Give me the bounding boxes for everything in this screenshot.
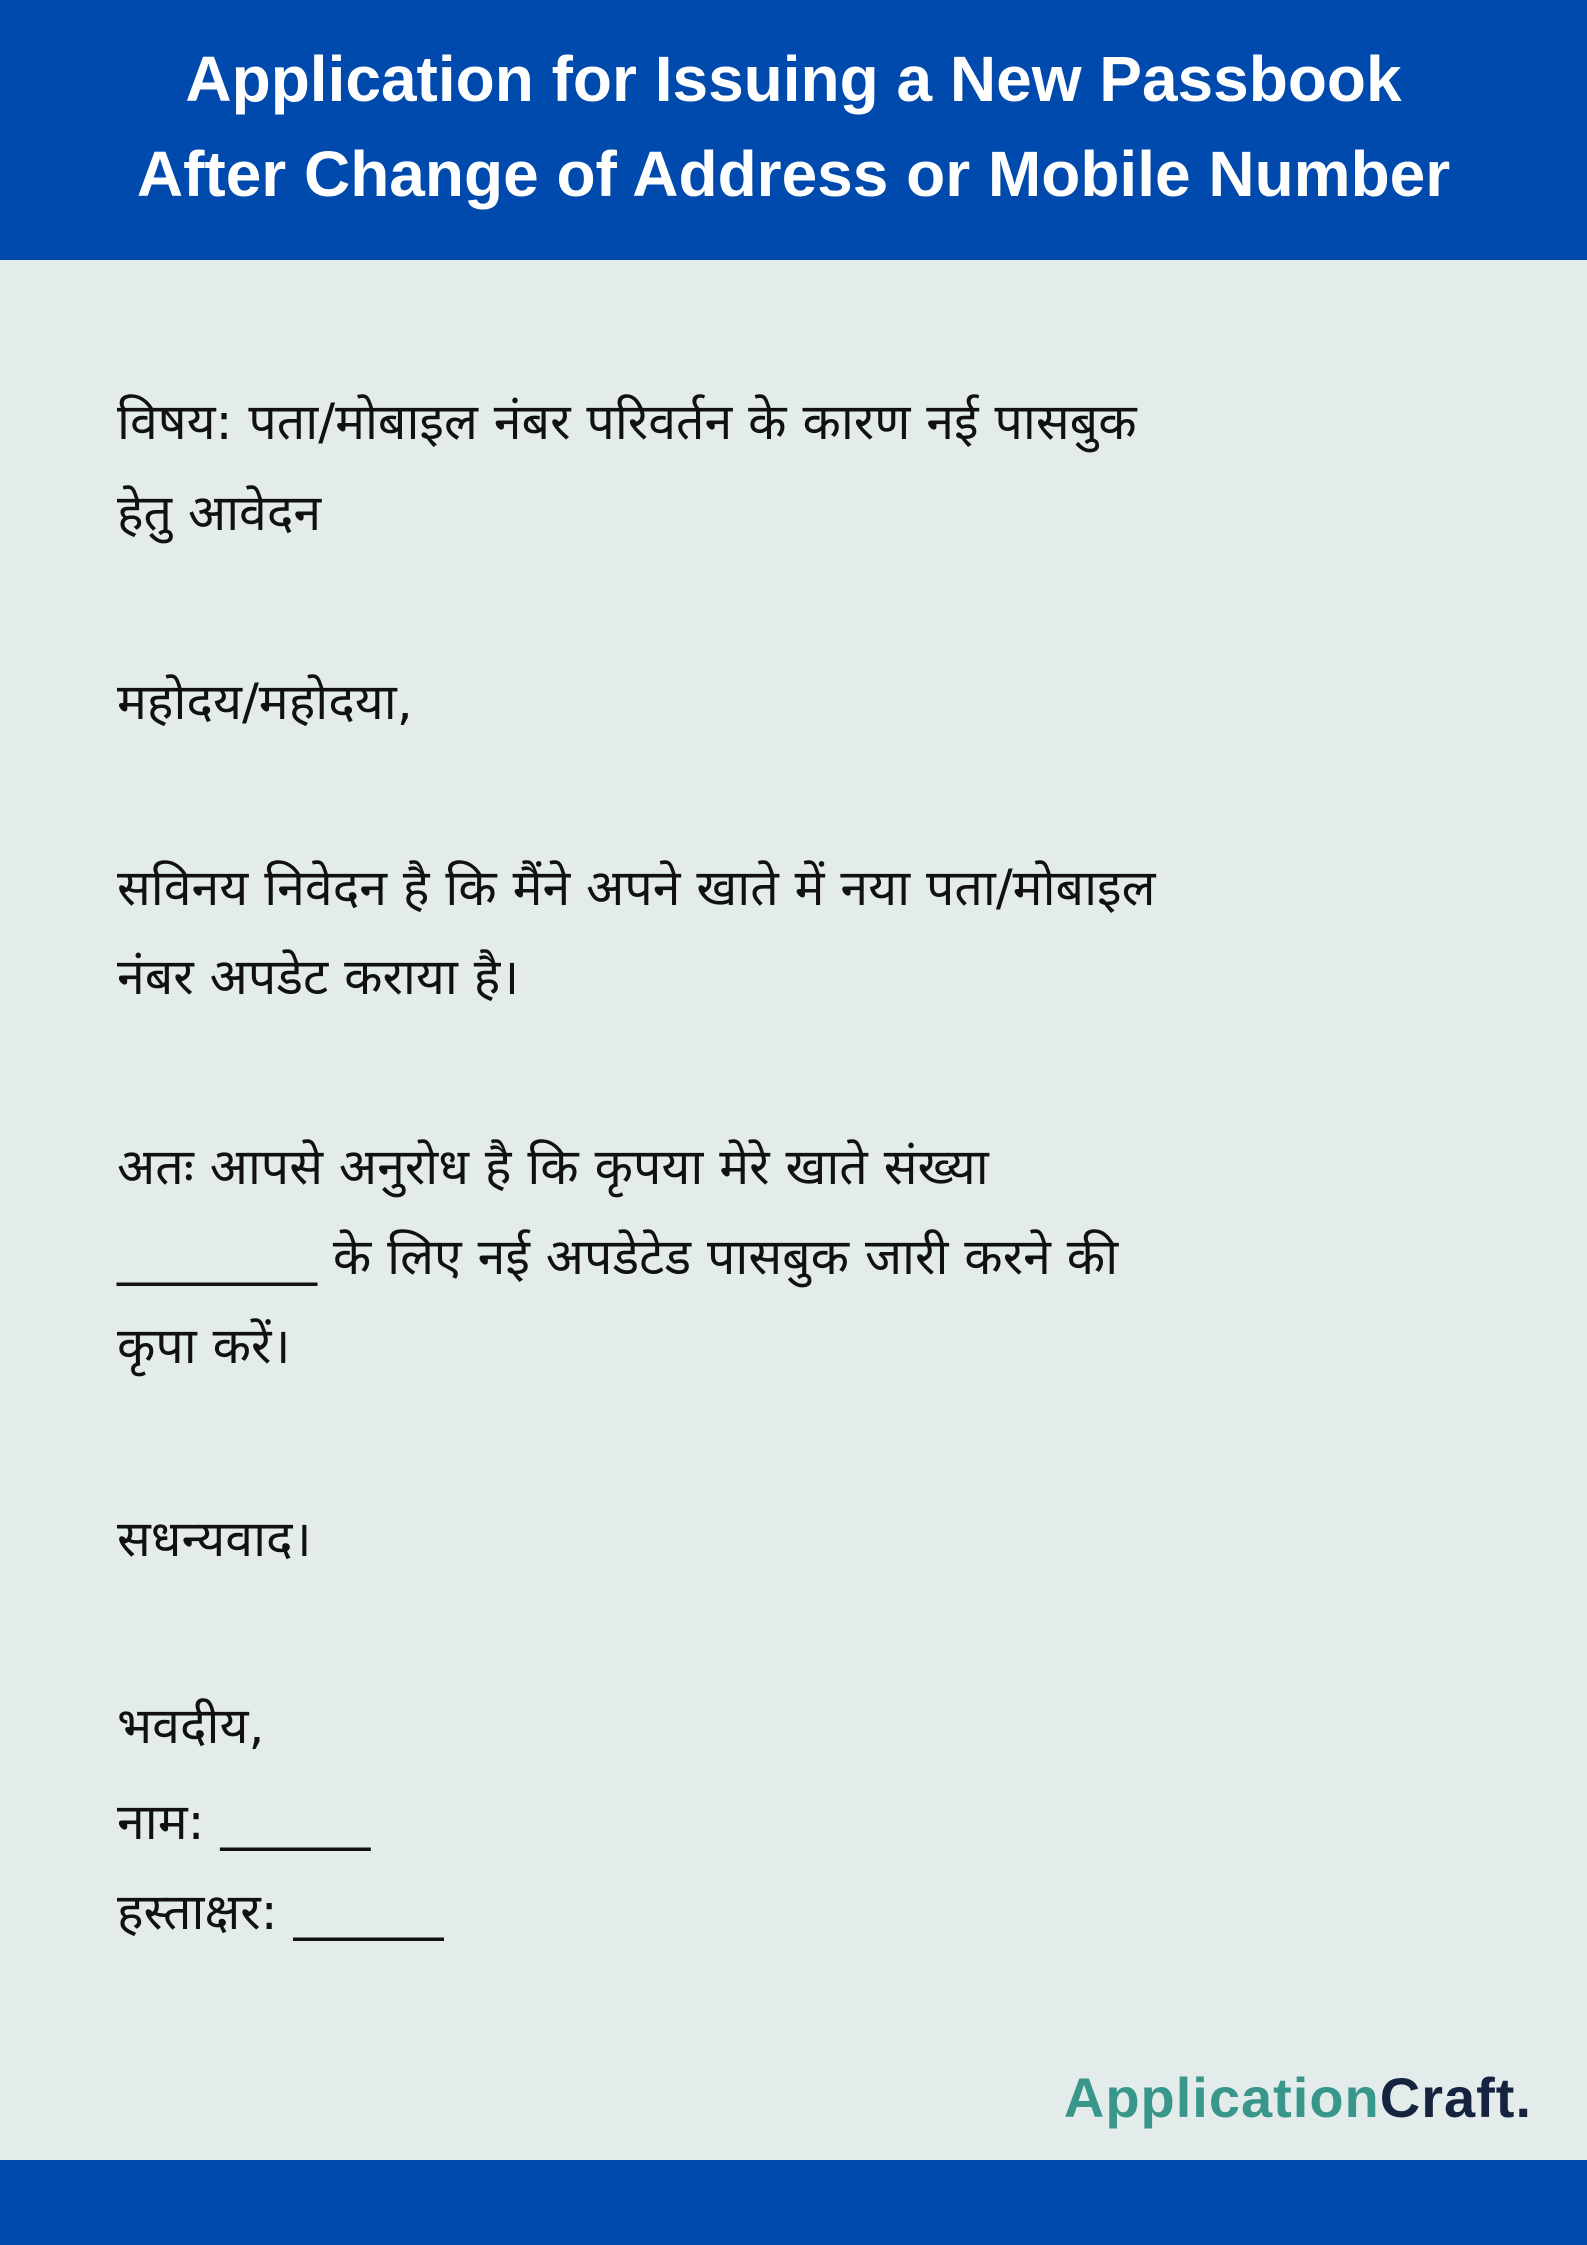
signature-field: हस्ताक्षर: ______ [117, 1883, 444, 1941]
name-field: नाम: ______ [117, 1793, 371, 1851]
closing: भवदीय, [117, 1697, 265, 1755]
body-paragraph-2-end: कृपा करें। [117, 1317, 291, 1375]
subject-line: विषय: पता/मोबाइल नंबर परिवर्तन के कारण नई पासबुक [117, 393, 1137, 451]
body-paragraph-2-cont: ________ के लिए नई अपडेटेड पासबुक जारी करने की [117, 1228, 1119, 1286]
thanks: सधन्यवाद। [117, 1510, 312, 1568]
body-paragraph-1-cont: नंबर अपडेट कराया है। [117, 948, 520, 1006]
footer-bar [0, 2160, 1587, 2245]
title-line-2: After Change of Address or Mobile Number [136, 138, 1451, 210]
body-paragraph-1: सविनय निवेदन है कि मैंने अपने खाते में नया पता/मोबाइल [117, 859, 1156, 917]
salutation: महोदय/महोदया, [117, 673, 413, 731]
subject-line-cont: हेतु आवेदन [117, 484, 322, 542]
logo-part-craft: Craft. [1379, 2066, 1532, 2129]
title-banner [0, 0, 1587, 260]
title-line-1: Application for Issuing a New Passbook [185, 43, 1402, 115]
logo-part-application: Application [1063, 2066, 1380, 2129]
applicationcraft-logo [1064, 2063, 1532, 2133]
body-paragraph-2: अतः आपसे अनुरोध है कि कृपया मेरे खाते संख्या [117, 1138, 989, 1196]
